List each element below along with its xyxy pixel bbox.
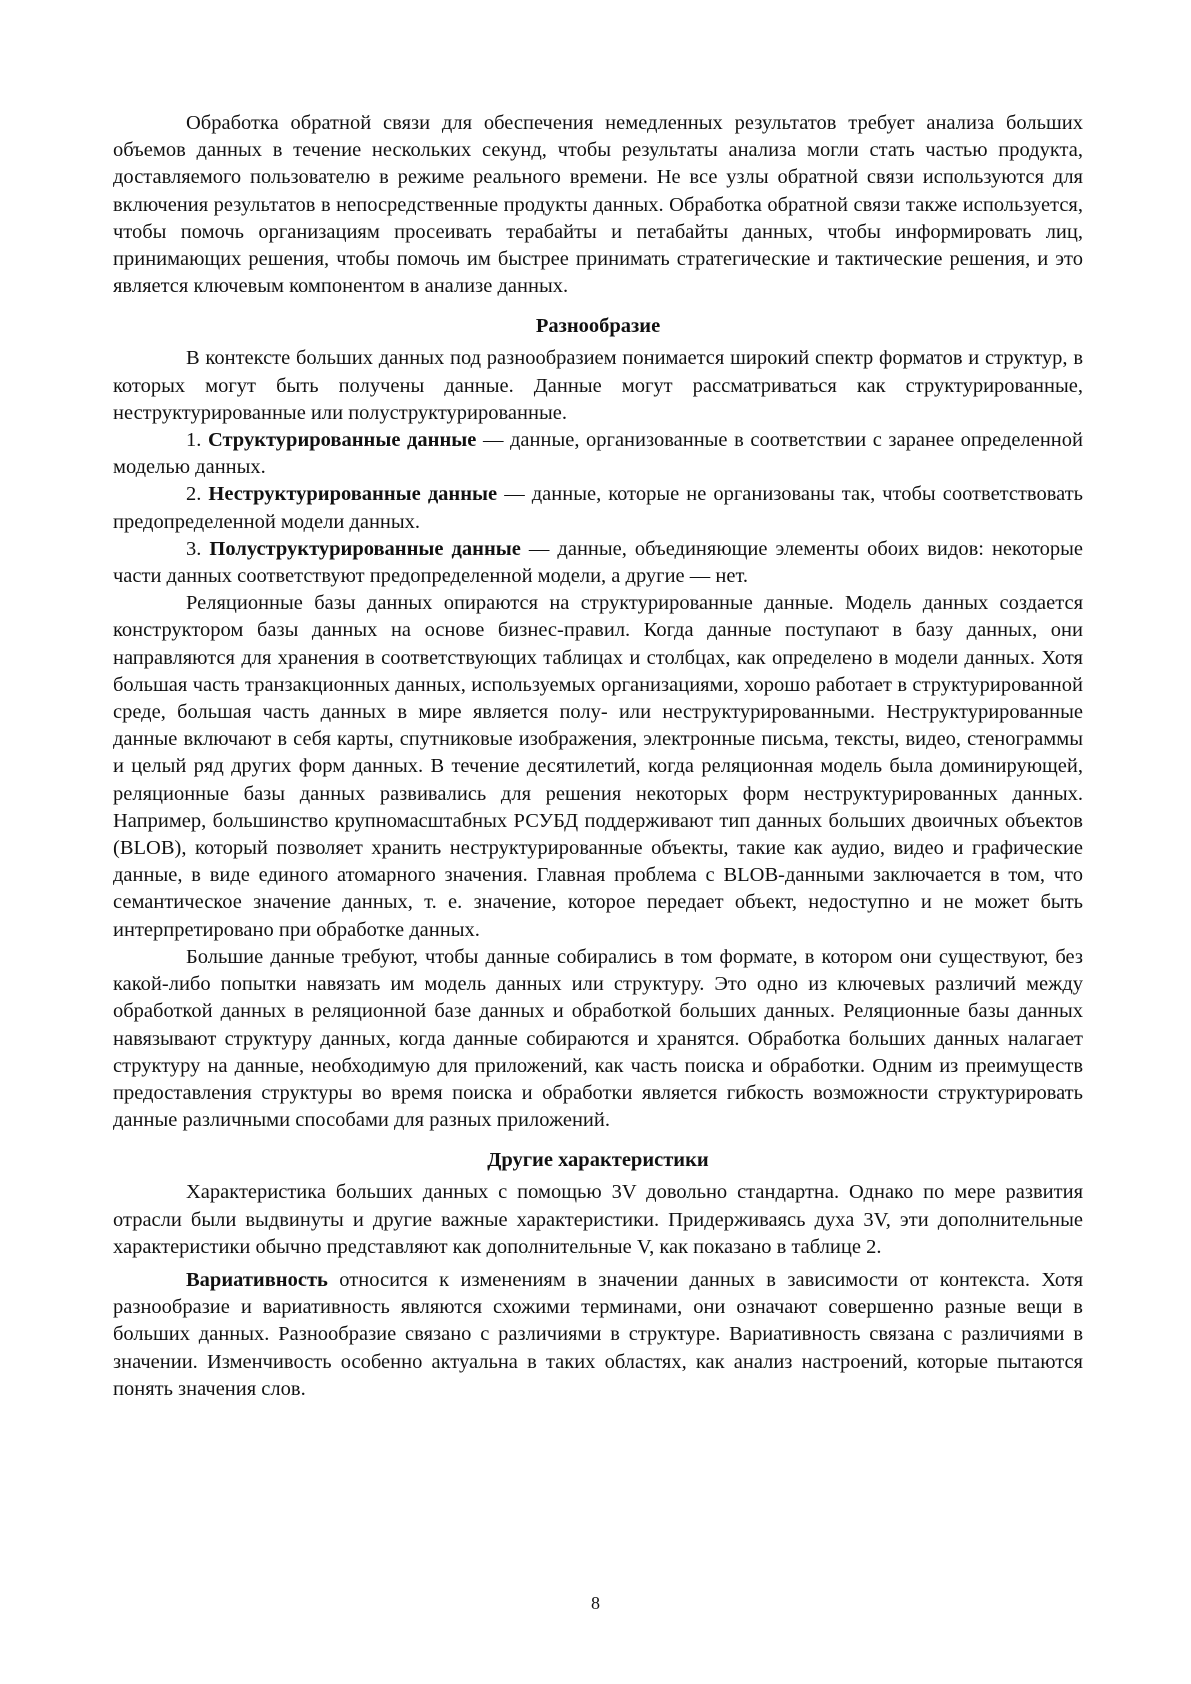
list-number: 2. xyxy=(186,483,202,506)
page-body xyxy=(113,110,1083,1403)
paragraph-variety-intro: В контексте больших данных под разнообразием понимается широкий спектр форматов и структур, в которых могут быть получены данные. Данные могут рассматриваться как структурированные, неструктурированные или полуструктурированные. xyxy=(113,347,1083,424)
definition-unstructured-data: — данные, которые не организованы так, чтобы соответствовать предопределенной модели данных. xyxy=(113,483,1084,533)
list-number: 1. xyxy=(186,429,202,452)
paragraph-feedback-processing: Обработка обратной связи для обеспечения немедленных результатов требует анализа больших объемов данных в течение нескольких секунд, чтобы результаты анализа могли стать частью продукта, доставляемого пользователю в режиме реального времени. Не все узлы обратной связи используются для включения результатов в непосредственные продукты данных. Обработка обратной связи также используется, чтобы помочь организациям просеивать терабайты и петабайты данных, чтобы информировать лиц, принимающих решения, чтобы помочь им быстрее принимать стратегические и тактические решения, и это является ключевым компонентом в анализе данных. xyxy=(113,112,1083,298)
term-variability: Вариативность xyxy=(186,1268,328,1291)
term-structured-data: Структурированные данные xyxy=(207,429,477,452)
definition-semistructured-data: — данные, объединяющие элементы обоих видов: некоторые части данных соответствуют предопределенной модели, а другие — нет. xyxy=(113,537,1083,588)
heading-variety: Разнообразие xyxy=(535,315,661,338)
definition-structured-data: — данные, организованные в соответствии с заранее определенной моделью данных. xyxy=(113,429,1083,479)
list-item-unstructured xyxy=(113,481,1083,535)
term-unstructured-data: Неструктурированные данные xyxy=(208,483,498,506)
page-number: 8 xyxy=(591,1593,600,1613)
list-number: 3. xyxy=(186,537,202,560)
paragraph-big-data-structure: Большие данные требуют, чтобы данные собирались в том формате, в котором они существуют, без какой-либо попытки навязать им модель данных или структуру. Это одно из ключевых различий между обработкой данных в реляционной базе данных и обработкой больших данных. Реляционные базы данных навязывают структуру данных, когда данные собираются и хранятся. Обработка больших данных налагает структуру на данные, необходимую для приложений, как часть поиска и обработки. Одним из преимуществ предоставления структуры во время поиска и обработки является гибкость возможности структурировать данные различными способами для разных приложений. xyxy=(113,945,1083,1132)
list-item-semistructured xyxy=(113,536,1083,590)
paragraph-other-characteristics: Характеристика больших данных с помощью 3V довольно стандартна. Однако по мере развития отрасли были выдвинуты и другие важные характеристики. Придерживаясь духа 3V, эти дополнительные характеристики обычно представляют как дополнительные V, как показано в таблице 2. xyxy=(113,1181,1083,1258)
term-semistructured-data: Полуструктурированные данные xyxy=(209,537,521,560)
heading-other-characteristics: Другие характеристики xyxy=(487,1149,709,1172)
paragraph-variability xyxy=(113,1267,1083,1403)
definition-variability: относится к изменениям в значении данных в зависимости от контекста. Хотя разнообразие и вариативность являются схожими терминами, они означают совершенно разные вещи в больших данных. Разнообразие связано с различиями в структуре. Вариативность связана с различиями в значении. Изменчивость особенно актуальна в таких областях, как анализ настроений, которые пытаются понять значения слов. xyxy=(113,1268,1083,1400)
list-item-structured xyxy=(113,427,1083,481)
paragraph-relational-databases: Реляционные базы данных опираются на структурированные данные. Модель данных создается конструктором базы данных на основе бизнес-правил. Когда данные поступают в базу данных, они направляются для хранения в соответствующих таблицах и столбцах, как определено в модели данных. Хотя большая часть транзакционных данных, используемых организациями, хорошо работает в структурированной среде, большая часть данных в мире является полу- или неструктурированными. Неструктурированные данные включают в себя карты, спутниковые изображения, электронные письма, тексты, видео, стенограммы и целый ряд других форм данных. В течение десятилетий, когда реляционная модель была доминирующей, реляционные базы данных развивались для решения некоторых форм неструктурированных данных. Например, большинство крупномасштабных РСУБД поддерживают тип данных больших двоичных объектов (BLOB), который позволяет хранить неструктурированные объекты, такие как аудио, видео и графические данные, в виде единого атомарного значения. Главная проблема с BLOB-данными заключается в том, что семантическое значение данных, т. е. значение, которое передает объект, недоступно и не может быть интерпретировано при обработке данных. xyxy=(113,592,1083,941)
